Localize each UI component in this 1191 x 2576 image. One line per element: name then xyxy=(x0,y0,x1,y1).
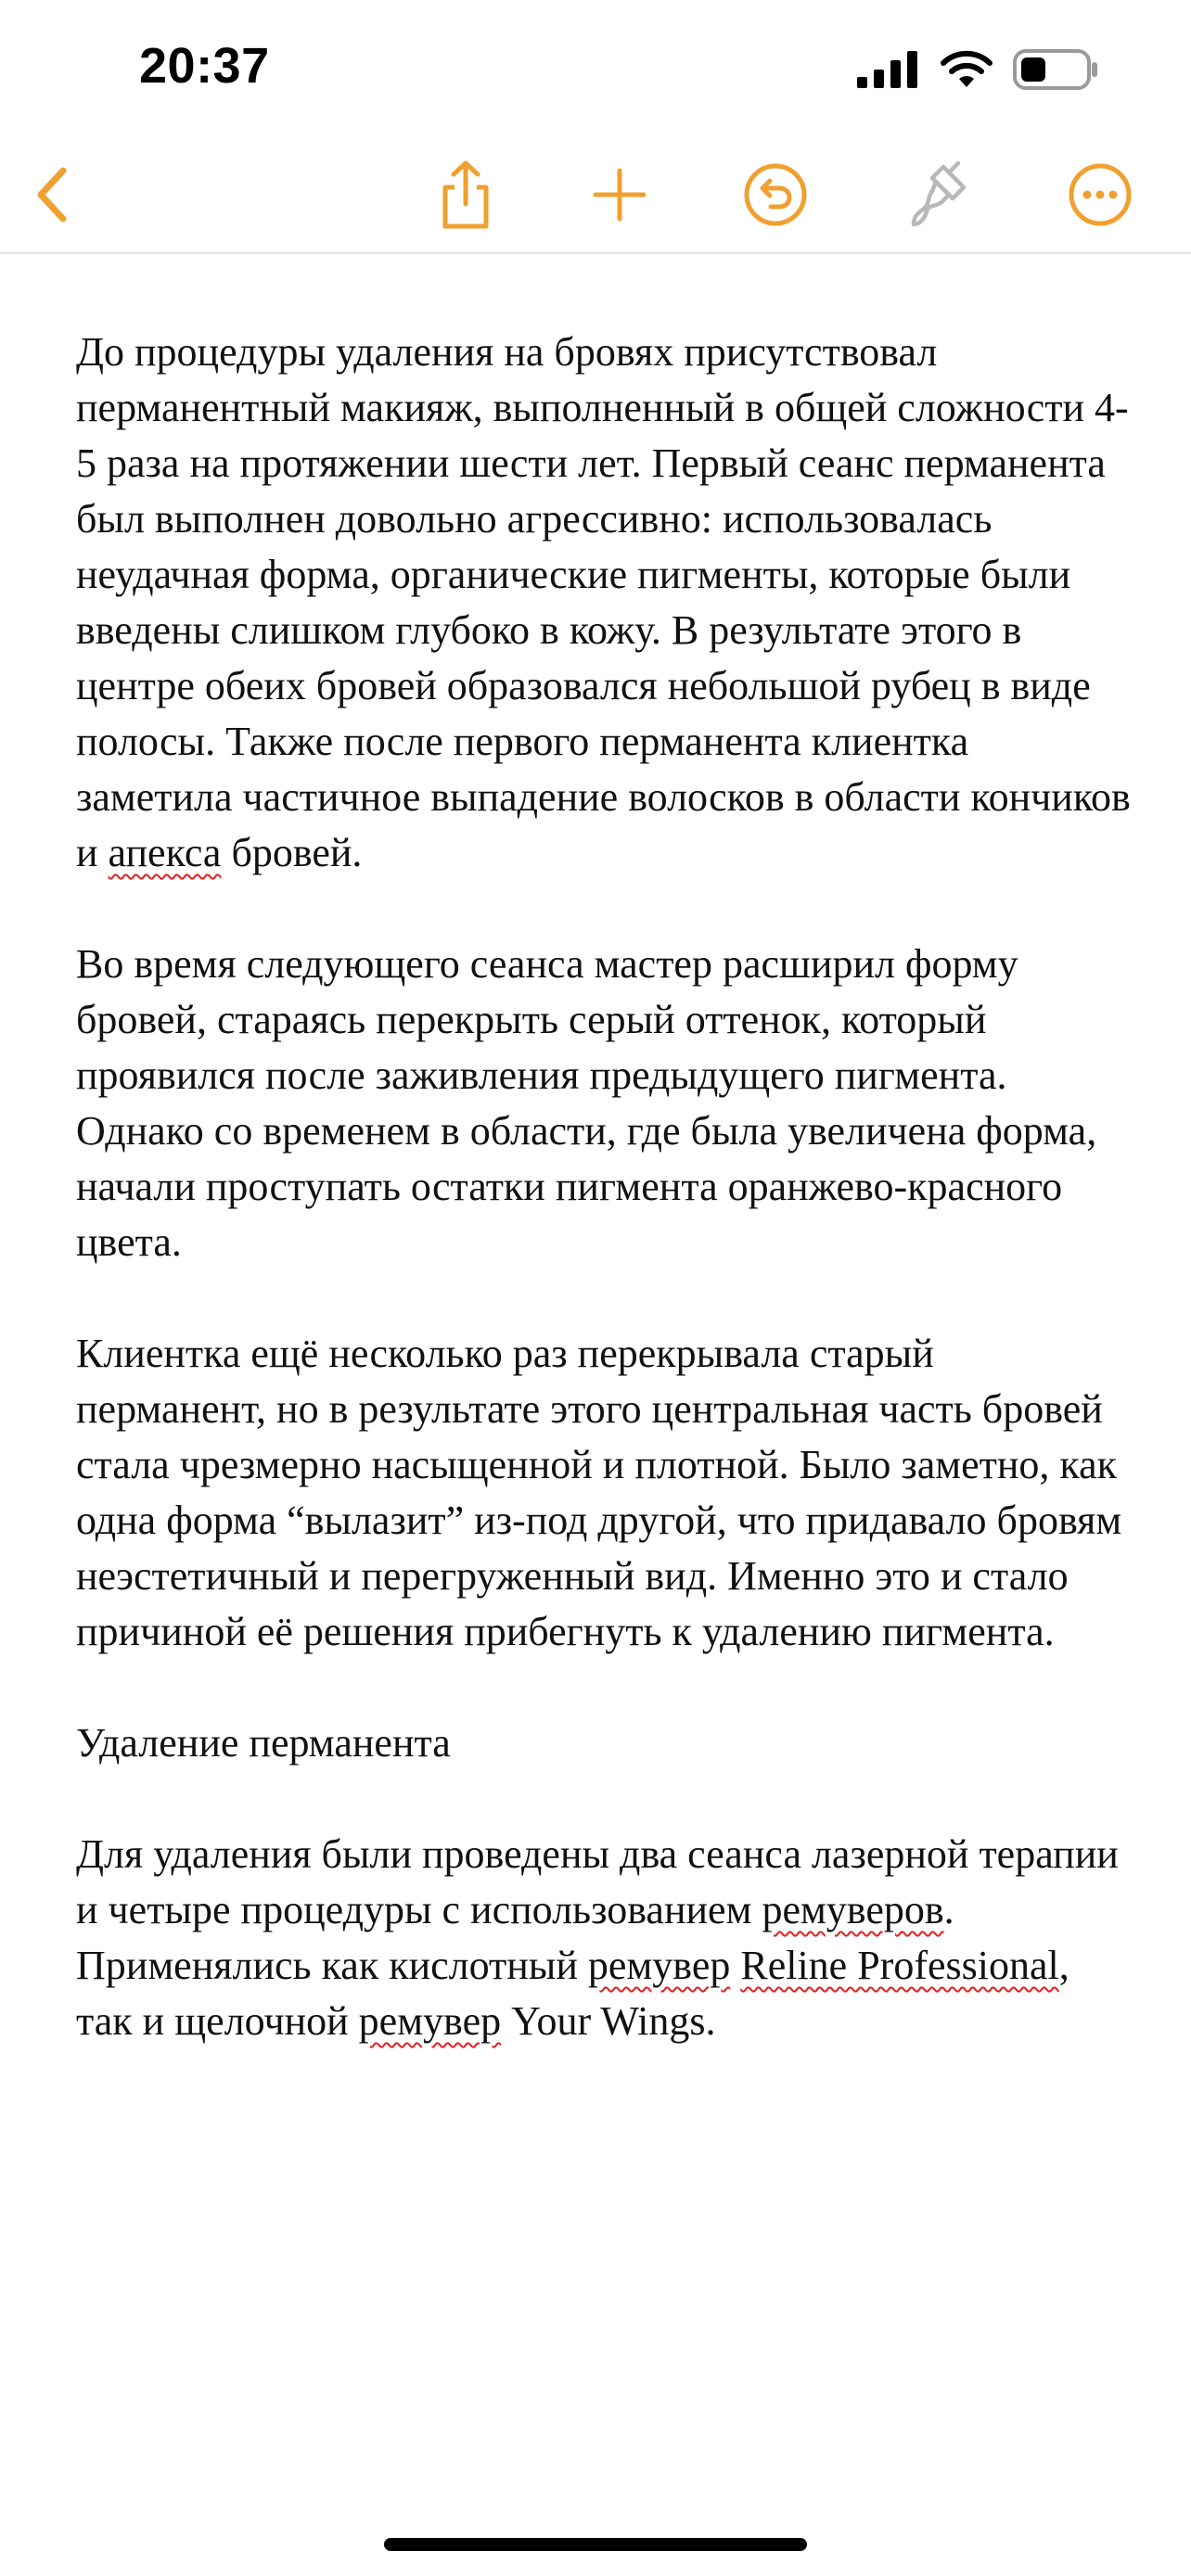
wifi-icon xyxy=(941,50,992,89)
section-heading[interactable]: Удаление перманента xyxy=(76,1720,451,1766)
back-button[interactable] xyxy=(13,156,91,234)
cellular-signal-icon xyxy=(857,51,920,88)
toolbar xyxy=(0,139,1191,254)
status-icons xyxy=(857,46,1098,93)
home-indicator[interactable] xyxy=(384,2538,807,2551)
document-body[interactable] xyxy=(76,325,1133,2105)
more-icon xyxy=(1068,162,1133,227)
share-button[interactable] xyxy=(427,156,505,234)
share-icon xyxy=(436,159,495,230)
spellcheck-word[interactable]: ремуверов xyxy=(762,1887,944,1932)
battery-icon xyxy=(1013,49,1098,90)
paragraph[interactable]: До процедуры удаления на бровях присутствовал перманентный макияж, выполненный в общей сложности 4-5 раза на протяжении шести лет. Первый сеанс перманента был выполнен довольно агрессивно: использовалась неудачная форма, органические пигменты, которые были введены слишком глубоко в кожу. В результате этого в центре обеих бровей образовался небольшой рубец в виде полосы. Также после первого перманента клиентка заметила частичное выпадение волосков в области кончиков и апекса бровей. xyxy=(76,329,1131,875)
spellcheck-word[interactable]: апекса xyxy=(108,830,222,875)
spellcheck-word[interactable]: ремувер xyxy=(587,1943,731,1988)
undo-button[interactable] xyxy=(736,156,814,234)
undo-icon xyxy=(743,162,808,227)
format-button[interactable] xyxy=(900,156,978,234)
status-time: 20:37 xyxy=(139,38,270,94)
spellcheck-word[interactable]: ремувер xyxy=(358,1998,502,2044)
add-button[interactable] xyxy=(581,156,659,234)
paintbrush-icon xyxy=(906,159,971,230)
spellcheck-word[interactable]: Reline Professional xyxy=(740,1943,1059,1988)
more-button[interactable] xyxy=(1061,156,1139,234)
paragraph[interactable]: Для удаления были проведены два сеанса лазерной терапии и четыре процедуры с использованием ремуверов. Применялись как кислотный ремувер Reline Professional, так и щелочной ремувер Your Wings. xyxy=(76,1831,1119,2044)
status-bar xyxy=(0,0,1191,139)
chevron-left-icon xyxy=(30,165,74,224)
plus-icon xyxy=(592,167,647,223)
paragraph[interactable]: Во время следующего сеанса мастер расширил форму бровей, стараясь перекрыть серый оттенок, который проявился после заживления предыдущего пигмента. Однако со временем в области, где была увеличена форма, начали проступать остатки пигмента оранжево-красного цвета. xyxy=(76,941,1097,1265)
paragraph[interactable]: Клиентка ещё несколько раз перекрывала старый перманент, но в результате этого центральная часть бровей стала чрезмерно насыщенной и плотной. Было заметно, как одна форма “вылазит” из-под другой, что придавало бровям неэстетичный и перегруженный вид. Именно это и стало причиной её решения прибегнуть к удалению пигмента. xyxy=(76,1331,1122,1654)
